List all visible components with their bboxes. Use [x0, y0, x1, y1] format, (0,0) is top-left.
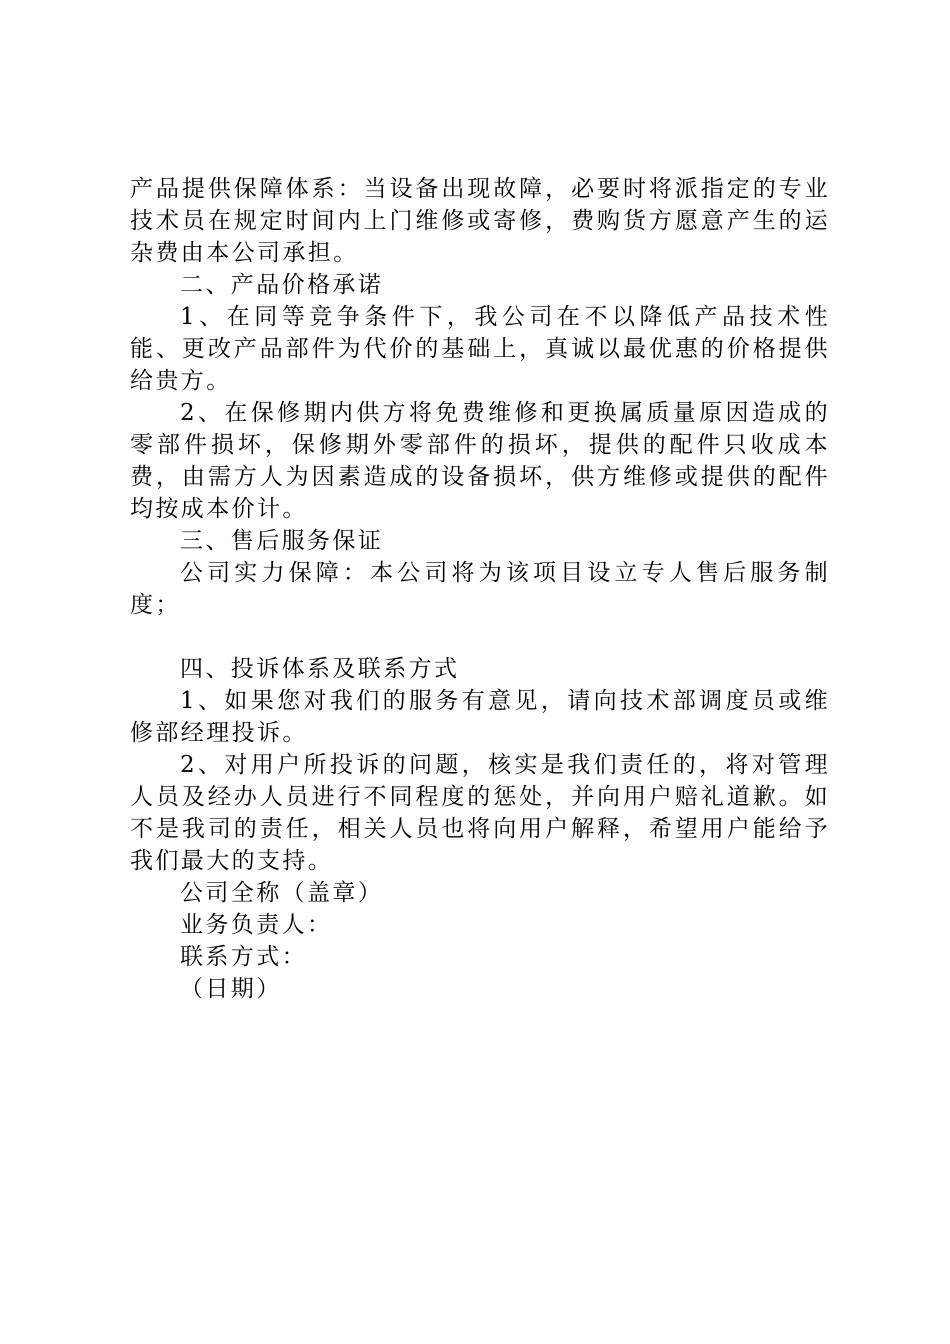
heading-price-commitment: 二、产品价格承诺 [180, 272, 384, 298]
paragraph-product-support: 产品提供保障体系：当设备出现故障，必要时将派指定的专业技术员在规定时间内上门维修或寄修，费购货方愿意产生的运杂费由本公司承担。 [130, 176, 830, 266]
paragraph-complaint-1: 1、如果您对我们的服务有意见，请向技术部调度员或维修部经理投诉。 [130, 688, 830, 746]
paragraph-company-strength: 公司实力保障：本公司将为该项目设立专人售后服务制度； [130, 560, 830, 618]
signature-contact: 联系方式： [180, 944, 307, 970]
paragraph-price-2: 2、在保修期内供方将免费维修和更换属质量原因造成的零部件损坏，保修期外零部件的损坏，提供的配件只收成本费，由需方人为因素造成的设备损坏，供方维修或提供的配件均按成本价计。 [130, 400, 830, 522]
document-body [130, 173, 830, 1005]
blank-line [130, 621, 830, 653]
signature-company-name: 公司全称（盖章） [180, 880, 384, 906]
paragraph-complaint-2: 2、对用户所投诉的问题，核实是我们责任的，将对管理人员及经办人员进行不同程度的惩处，并向用户赔礼道歉。如不是我司的责任，相关人员也将向用户解释，希望用户能给予我们最大的支持。 [130, 752, 830, 874]
heading-complaint-system: 四、投诉体系及联系方式 [180, 656, 460, 682]
heading-after-sales: 三、售后服务保证 [180, 528, 384, 554]
signature-business-lead: 业务负责人： [180, 912, 333, 938]
signature-date: （日期） [180, 976, 282, 1002]
paragraph-price-1: 1、在同等竞争条件下，我公司在不以降低产品技术性能、更改产品部件为代价的基础上，真诚以最优惠的价格提供给贵方。 [130, 304, 830, 394]
